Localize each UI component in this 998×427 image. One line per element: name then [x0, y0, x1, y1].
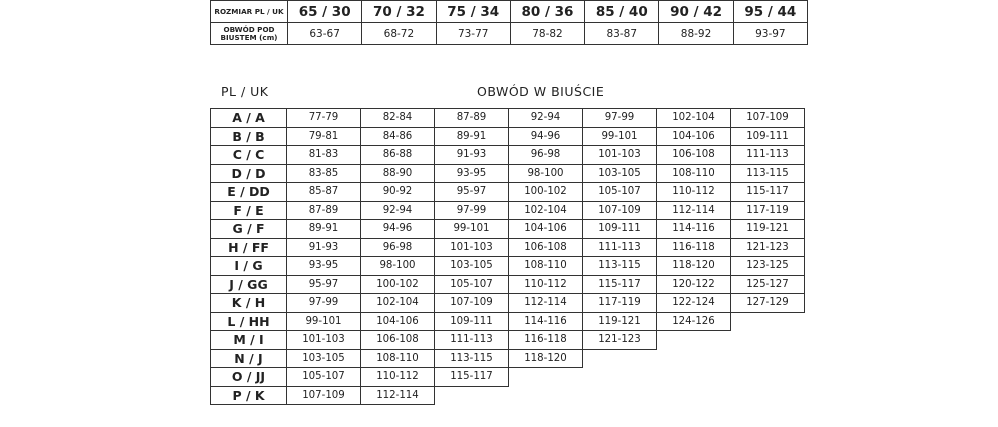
underbust-cell: 63-67 — [288, 23, 362, 45]
bust-range-cell: 96-98 — [361, 238, 435, 257]
cup-label: B / B — [211, 127, 287, 146]
underbust-row — [211, 23, 808, 45]
empty-cell — [509, 386, 583, 405]
cup-row — [211, 294, 805, 313]
bust-range-cell: 98-100 — [361, 257, 435, 276]
empty-cell — [731, 368, 805, 387]
bust-range-cell: 89-91 — [287, 220, 361, 239]
cup-row — [211, 386, 805, 405]
bust-range-cell: 104-106 — [361, 312, 435, 331]
cup-size-table — [210, 108, 805, 405]
size-cell: 80 / 36 — [510, 1, 584, 23]
bust-range-cell: 93-95 — [287, 257, 361, 276]
bust-range-cell: 83-85 — [287, 164, 361, 183]
cup-label: M / I — [211, 331, 287, 350]
bust-range-cell: 109-111 — [435, 312, 509, 331]
bust-range-cell: 107-109 — [583, 201, 657, 220]
cup-row — [211, 368, 805, 387]
bust-range-cell: 116-118 — [509, 331, 583, 350]
cup-row — [211, 109, 805, 128]
bust-range-cell: 111-113 — [435, 331, 509, 350]
bust-range-cell: 105-107 — [287, 368, 361, 387]
bust-range-cell: 117-119 — [731, 201, 805, 220]
cup-row — [211, 201, 805, 220]
cup-label: P / K — [211, 386, 287, 405]
bust-range-cell: 86-88 — [361, 146, 435, 165]
bust-range-cell: 111-113 — [731, 146, 805, 165]
bust-range-cell: 101-103 — [287, 331, 361, 350]
bust-range-cell: 117-119 — [583, 294, 657, 313]
bust-range-cell: 122-124 — [657, 294, 731, 313]
bust-range-cell: 91-93 — [287, 238, 361, 257]
bust-range-cell: 92-94 — [509, 109, 583, 128]
row-header-size: ROZMIAR PL / UK — [211, 1, 288, 23]
empty-cell — [731, 331, 805, 350]
empty-cell — [657, 349, 731, 368]
bust-range-cell: 112-114 — [361, 386, 435, 405]
bust-range-cell: 106-108 — [361, 331, 435, 350]
bust-range-cell: 115-117 — [731, 183, 805, 202]
bust-range-cell: 115-117 — [435, 368, 509, 387]
bust-range-cell: 113-115 — [435, 349, 509, 368]
bust-range-cell: 95-97 — [287, 275, 361, 294]
bust-range-cell: 101-103 — [435, 238, 509, 257]
underbust-cell: 78-82 — [510, 23, 584, 45]
bust-range-cell: 99-101 — [435, 220, 509, 239]
bust-range-cell: 94-96 — [509, 127, 583, 146]
cup-row — [211, 312, 805, 331]
bust-range-cell: 125-127 — [731, 275, 805, 294]
bust-range-cell: 127-129 — [731, 294, 805, 313]
bust-range-cell: 106-108 — [509, 238, 583, 257]
cup-label: G / F — [211, 220, 287, 239]
bust-range-cell: 108-110 — [509, 257, 583, 276]
bust-range-cell: 103-105 — [583, 164, 657, 183]
size-cell: 70 / 32 — [362, 1, 436, 23]
bust-range-cell: 99-101 — [583, 127, 657, 146]
underbust-cell: 83-87 — [585, 23, 659, 45]
cup-label: D / D — [211, 164, 287, 183]
cup-label: J / GG — [211, 275, 287, 294]
cup-row — [211, 349, 805, 368]
bust-range-cell: 105-107 — [435, 275, 509, 294]
bust-range-cell: 103-105 — [435, 257, 509, 276]
bust-range-cell: 87-89 — [287, 201, 361, 220]
bust-range-cell: 94-96 — [361, 220, 435, 239]
bust-range-cell: 93-95 — [435, 164, 509, 183]
size-row — [211, 1, 808, 23]
empty-cell — [731, 312, 805, 331]
bust-range-cell: 113-115 — [583, 257, 657, 276]
empty-cell — [731, 349, 805, 368]
bust-range-cell: 79-81 — [287, 127, 361, 146]
bust-range-cell: 115-117 — [583, 275, 657, 294]
underbust-cell: 93-97 — [733, 23, 807, 45]
bust-range-cell: 108-110 — [361, 349, 435, 368]
bust-range-cell: 103-105 — [287, 349, 361, 368]
bust-range-cell: 102-104 — [657, 109, 731, 128]
cup-row — [211, 127, 805, 146]
bust-range-cell: 110-112 — [657, 183, 731, 202]
bust-range-cell: 116-118 — [657, 238, 731, 257]
bust-range-cell: 110-112 — [361, 368, 435, 387]
cup-row — [211, 238, 805, 257]
cup-label: N / J — [211, 349, 287, 368]
bust-range-cell: 119-121 — [583, 312, 657, 331]
bust-range-cell: 101-103 — [583, 146, 657, 165]
cup-column-label: PL / UK — [221, 84, 269, 99]
bust-range-cell: 102-104 — [361, 294, 435, 313]
bust-range-cell: 107-109 — [435, 294, 509, 313]
bust-range-cell: 90-92 — [361, 183, 435, 202]
bust-range-cell: 113-115 — [731, 164, 805, 183]
bust-range-cell: 81-83 — [287, 146, 361, 165]
bust-range-cell: 123-125 — [731, 257, 805, 276]
bust-range-cell: 109-111 — [583, 220, 657, 239]
bust-range-cell: 118-120 — [657, 257, 731, 276]
bust-range-cell: 82-84 — [361, 109, 435, 128]
cup-label: F / E — [211, 201, 287, 220]
size-cell: 75 / 34 — [436, 1, 510, 23]
cup-label: I / G — [211, 257, 287, 276]
bust-range-cell: 97-99 — [287, 294, 361, 313]
underbust-cell: 73-77 — [436, 23, 510, 45]
bust-range-cell: 100-102 — [509, 183, 583, 202]
size-cell: 95 / 44 — [733, 1, 807, 23]
bust-range-cell: 106-108 — [657, 146, 731, 165]
bust-range-cell: 112-114 — [657, 201, 731, 220]
bust-range-cell: 110-112 — [509, 275, 583, 294]
empty-cell — [657, 368, 731, 387]
bust-range-cell: 89-91 — [435, 127, 509, 146]
bust-circumference-label: OBWÓD W BIUŚCIE — [477, 84, 605, 99]
empty-cell — [583, 349, 657, 368]
bust-range-cell: 112-114 — [509, 294, 583, 313]
bust-range-cell: 104-106 — [509, 220, 583, 239]
bust-range-cell: 102-104 — [509, 201, 583, 220]
bust-range-cell: 98-100 — [509, 164, 583, 183]
cup-row — [211, 164, 805, 183]
cup-row — [211, 183, 805, 202]
bust-range-cell: 85-87 — [287, 183, 361, 202]
cup-row — [211, 331, 805, 350]
bust-range-cell: 121-123 — [731, 238, 805, 257]
underbust-size-table — [210, 0, 808, 45]
cup-row — [211, 257, 805, 276]
bust-range-cell: 97-99 — [435, 201, 509, 220]
empty-cell — [583, 386, 657, 405]
cup-label: C / C — [211, 146, 287, 165]
underbust-cell: 88-92 — [659, 23, 733, 45]
bust-range-cell: 95-97 — [435, 183, 509, 202]
cup-label: O / JJ — [211, 368, 287, 387]
bust-range-cell: 96-98 — [509, 146, 583, 165]
empty-cell — [509, 368, 583, 387]
bust-range-cell: 87-89 — [435, 109, 509, 128]
bust-range-cell: 97-99 — [583, 109, 657, 128]
empty-cell — [657, 331, 731, 350]
underbust-cell: 68-72 — [362, 23, 436, 45]
bust-range-cell: 88-90 — [361, 164, 435, 183]
bust-range-cell: 104-106 — [657, 127, 731, 146]
empty-cell — [731, 386, 805, 405]
cup-row — [211, 275, 805, 294]
bust-range-cell: 77-79 — [287, 109, 361, 128]
cup-label: K / H — [211, 294, 287, 313]
bust-range-cell: 108-110 — [657, 164, 731, 183]
cup-row — [211, 146, 805, 165]
size-cell: 90 / 42 — [659, 1, 733, 23]
cup-label: E / DD — [211, 183, 287, 202]
empty-cell — [435, 386, 509, 405]
empty-cell — [657, 386, 731, 405]
bust-range-cell: 84-86 — [361, 127, 435, 146]
cup-row — [211, 220, 805, 239]
size-cell: 65 / 30 — [288, 1, 362, 23]
bust-range-cell: 99-101 — [287, 312, 361, 331]
cup-label: A / A — [211, 109, 287, 128]
bust-range-cell: 124-126 — [657, 312, 731, 331]
bust-range-cell: 107-109 — [287, 386, 361, 405]
bust-range-cell: 120-122 — [657, 275, 731, 294]
size-cell: 85 / 40 — [585, 1, 659, 23]
bust-range-cell: 111-113 — [583, 238, 657, 257]
bust-range-cell: 118-120 — [509, 349, 583, 368]
bust-range-cell: 105-107 — [583, 183, 657, 202]
bust-range-cell: 114-116 — [509, 312, 583, 331]
bust-range-cell: 91-93 — [435, 146, 509, 165]
cup-label: H / FF — [211, 238, 287, 257]
bust-range-cell: 107-109 — [731, 109, 805, 128]
bust-range-cell: 119-121 — [731, 220, 805, 239]
cup-label: L / HH — [211, 312, 287, 331]
bust-range-cell: 92-94 — [361, 201, 435, 220]
bust-range-cell: 121-123 — [583, 331, 657, 350]
bust-range-cell: 109-111 — [731, 127, 805, 146]
bust-range-cell: 100-102 — [361, 275, 435, 294]
bust-range-cell: 114-116 — [657, 220, 731, 239]
row-header-underbust: OBWÓD POD BIUSTEM (cm) — [211, 23, 288, 45]
empty-cell — [583, 368, 657, 387]
